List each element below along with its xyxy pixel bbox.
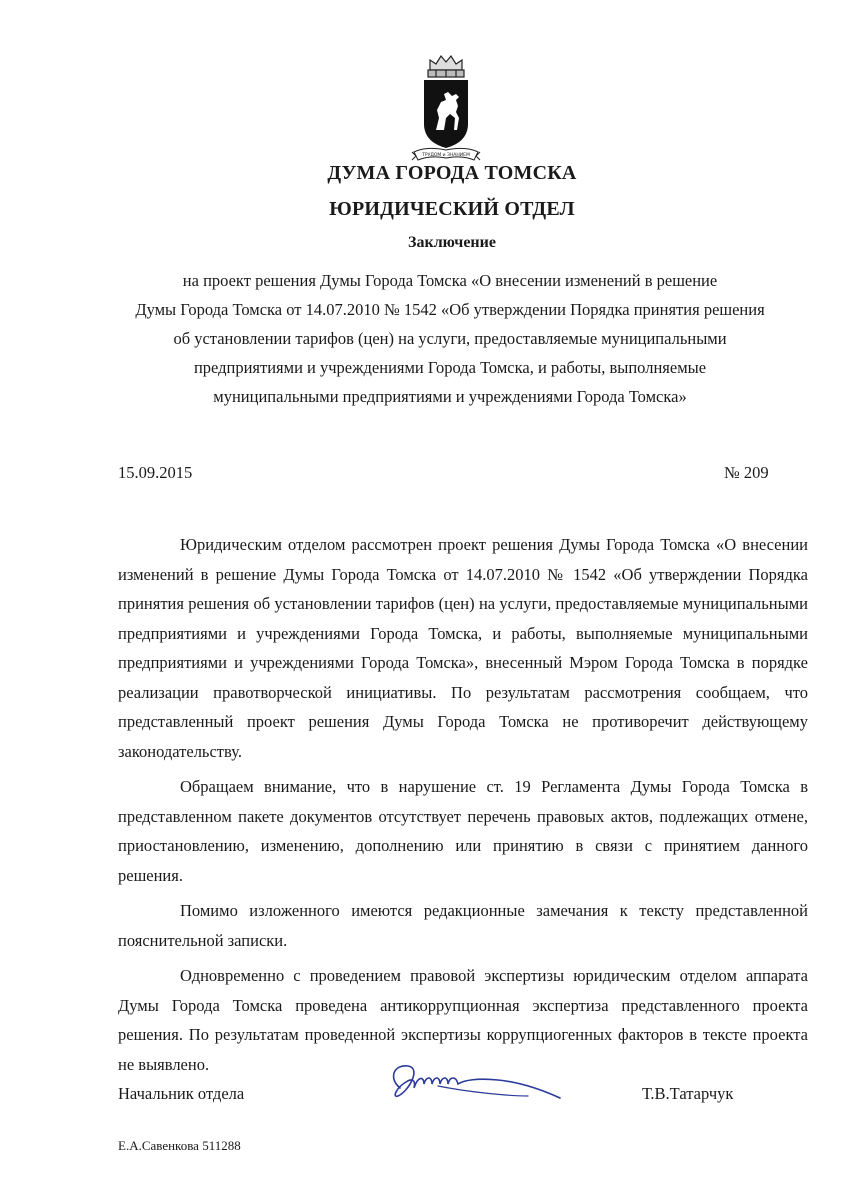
department-name: ЮРИДИЧЕСКИЙ ОТДЕЛ (329, 198, 575, 220)
signer-title: Начальник отдела (118, 1084, 245, 1103)
body-paragraph: Одновременно с проведением правовой экспертизы юридическим отделом аппарата Думы Города Томска проведена антикоррупционная экспертиза представленного проекта решения. По результатам проведенной экспертизы коррупциогенных факторов в тексте проекта не выявлено. (118, 966, 808, 1074)
document-subject (100, 266, 800, 411)
emblem-motto: ТРУДОМ и ЗНАНИЕМ (422, 153, 470, 158)
body-paragraph: Помимо изложенного имеются редакционные замечания к тексту представленной пояснительной записки. (118, 901, 808, 950)
body-paragraph: Обращаем внимание, что в нарушение ст. 19 Регламента Думы Города Томска в представленном пакете документов отсутствует перечень правовых актов, подлежащих отмене, приостановлению, изменению, дополнению или принятию в связи с принятием данного решения. (118, 777, 808, 885)
document-number: № 209 (724, 463, 769, 482)
subject-line: на проект решения Думы Города Томска «О внесении изменений в решение (182, 271, 718, 290)
handwritten-signature-icon (378, 1058, 568, 1106)
subject-line: предприятиями и учреждениями Города Томска, и работы, выполняемые (193, 358, 707, 377)
document-body (118, 530, 808, 1085)
tomsk-coat-of-arms-icon (406, 52, 486, 167)
subject-line: об установлении тарифов (цен) на услуги, предоставляемые муниципальными (173, 329, 727, 348)
subject-line: муниципальными предприятиями и учреждениями Города Томска» (213, 387, 687, 406)
signer-name: Т.В.Татарчук (642, 1084, 734, 1103)
document-type: Заключение (408, 234, 496, 251)
executor-contact: Е.А.Савенкова 511288 (118, 1138, 241, 1153)
subject-line: Думы Города Томска от 14.07.2010 № 1542 «Об утверждении Порядка принятия решения (135, 300, 765, 319)
body-paragraph: Юридическим отделом рассмотрен проект решения Думы Города Томска «О внесении изменений в решение Думы Города Томска от 14.07.2010 № 1542 «Об утверждении Порядка принятия решения об установлении тарифов (цен) на услуги, предоставляемые муниципальными предприятиями и учреждениями Города Томска, и работы, выполняемые муниципальными предприятиями и учреждениями Города Томска», внесенный Мэром Города Томска в порядке реализации правотворческой инициативы. По результатам рассмотрения сообщаем, что представленный проект решения Думы Города Томска не противоречит действующему законодательству. (118, 535, 808, 761)
document-date: 15.09.2015 (118, 463, 193, 482)
org-name: ДУМА ГОРОДА ТОМСКА (327, 162, 577, 184)
